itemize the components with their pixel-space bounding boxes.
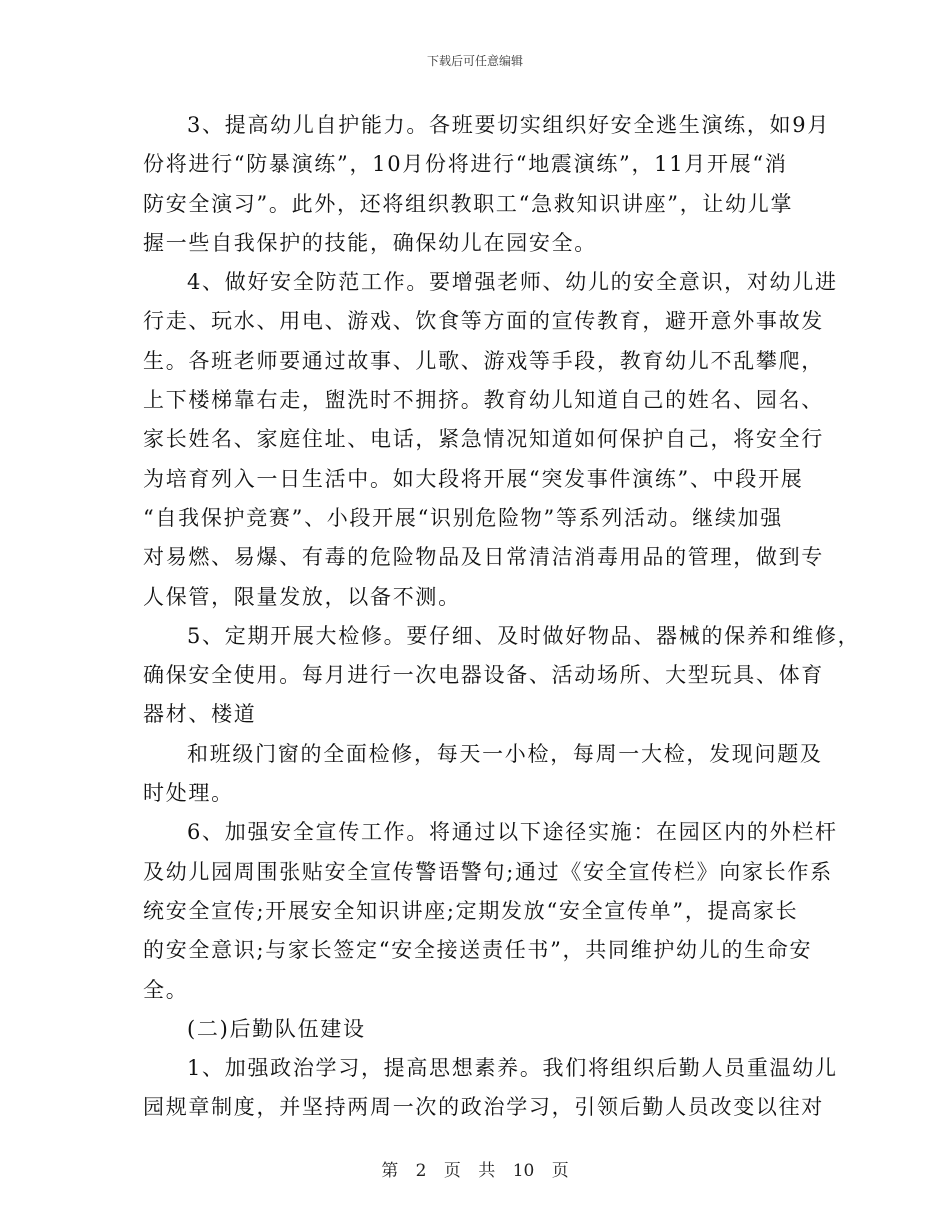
paragraph-line: 全。 (143, 977, 189, 1002)
paragraph-line: 统安全宣传;开展安全知识讲座;定期发放“安全宣传单”，提高家长 (143, 898, 799, 923)
paragraph-line: 人保管，限量发放，以备不测。 (143, 584, 461, 609)
paragraph-line: 器材、楼道 (143, 702, 257, 727)
paragraph-line: 对易燃、易爆、有毒的危险物品及日常清洁消毒用品的管理，做到专 (143, 545, 824, 570)
paragraph-line: 为培育列入一日生活中。如大段将开展“突发事件演练”、中段开展 (143, 466, 804, 491)
paragraph-line: 时处理。 (143, 781, 234, 806)
total-pages-number: 10 (512, 1161, 535, 1181)
paragraph-line: 园规章制度，并坚持两周一次的政治学习，引领后勤人员改变以往对 (143, 1095, 824, 1120)
paragraph-line: 确保安全使用。每月进行一次电器设备、活动场所、大型玩具、体育 (143, 663, 824, 688)
paragraph-line: 1、加强政治学习，提高思想素养。我们将组织后勤人员重温幼儿 (187, 1056, 838, 1081)
paragraph-line: 的安全意识;与家长签定“安全接送责任书”，共同维护幼儿的生命安 (143, 938, 813, 963)
total-unit: 页 (551, 1161, 569, 1181)
paragraph-line: 及幼儿园周围张贴安全宣传警语警句;通过《安全宣传栏》向家长作系 (143, 859, 833, 884)
paragraph-line: 生。各班老师要通过故事、儿歌、游戏等手段，教育幼儿不乱攀爬， (143, 348, 824, 373)
section-heading: (二)后勤队伍建设 (187, 1016, 366, 1041)
paragraph-line: 4、做好安全防范工作。要增强老师、幼儿的安全意识，对幼儿进 (187, 270, 838, 295)
document-body (143, 106, 861, 1128)
page-header-note: 下载后可任意编辑 (426, 54, 523, 68)
paragraph-line: 上下楼梯靠右走，盥洗时不拥挤。教育幼儿知道自己的姓名、园名、 (143, 388, 824, 413)
paragraph-line: 3、提高幼儿自护能力。各班要切实组织好安全逃生演练，如9月 (187, 113, 831, 137)
paragraph-line: 和班级门窗的全面检修，每天一小检，每周一大检，发现问题及 (187, 741, 823, 766)
page-number-footer (0, 1156, 950, 1181)
paragraph-line: 家长姓名、家庭住址、电话，紧急情况知道如何保护自己，将安全行 (143, 427, 824, 452)
paragraph-line: 行走、玩水、用电、游戏、饮食等方面的宣传教育，避开意外事故发 (143, 309, 824, 334)
paragraph-line: 5、定期开展大检修。要仔细、及时做好物品、器械的保养和维修， (187, 623, 861, 648)
paragraph-line: “自我保护竞赛”、小段开展“识别危险物”等系列活动。继续加强 (143, 505, 783, 530)
paragraph-line: 防安全演习”。此外，还将组织教职工“急救知识讲座”，让幼儿掌 (143, 191, 794, 216)
paragraph-line: 6、加强安全宣传工作。将通过以下途径实施：在园区内的外栏杆 (187, 820, 838, 845)
total-label: 共 (478, 1161, 496, 1181)
current-page-number: 2 (415, 1161, 427, 1181)
page-label: 第 (381, 1161, 399, 1181)
page-unit: 页 (443, 1161, 461, 1181)
paragraph-line: 握一些自我保护的技能，确保幼儿在园安全。 (143, 230, 597, 255)
paragraph-line: 份将进行“防暴演练”，10月份将进行“地震演练”，11月开展“消 (143, 152, 788, 177)
